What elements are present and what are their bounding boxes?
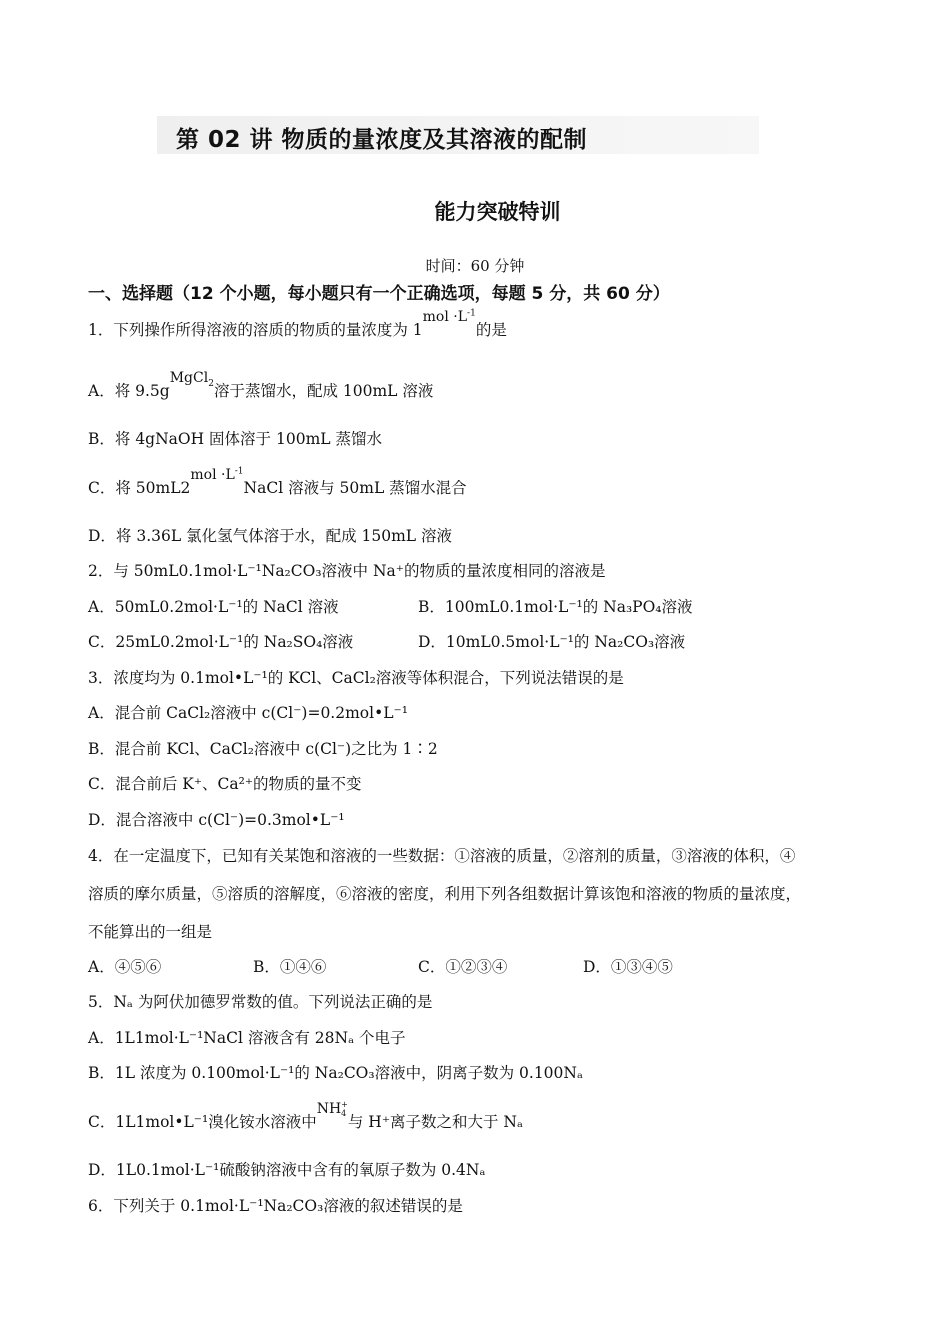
question-2-option-c: C．25mL0.2mol·L⁻¹的 Na₂SO₄溶液 [88,633,354,651]
question-2-option-b: B．100mL0.1mol·L⁻¹的 Na₃PO₄溶液 [418,598,693,616]
q1-c-text: C．将 50mL2 [88,479,191,497]
page-title: 第 02 讲 物质的量浓度及其溶液的配制 [176,127,588,153]
question-4-line-1: 4．在一定温度下，已知有关某饱和溶液的一些数据：①溶液的质量，②溶剂的质量，③溶液的体积，④ [88,847,796,865]
q1-stem-end: 的是 [475,321,507,339]
question-4-option-a: A．④⑤⑥ [88,958,162,976]
q1-stem-text: 1．下列操作所得溶液的溶质的物质的量浓度为 1 [88,321,423,339]
question-1-option-c [88,466,467,498]
q5-c-text-end: 与 H⁺离子数之和大于 Nₐ [347,1113,523,1131]
question-1-stem [88,308,507,340]
q1-c-text-end: NaCl 溶液与 50mL 蒸馏水混合 [243,479,467,497]
question-5-option-a: A．1L1mol·L⁻¹NaCl 溶液含有 28Nₐ 个电子 [88,1029,406,1047]
section-heading: 一、选择题（12 个小题，每小题只有一个正确选项，每题 5 分，共 60 分） [88,284,670,304]
question-4-line-3: 不能算出的一组是 [88,923,213,941]
question-2-option-a: A．50mL0.2mol·L⁻¹的 NaCl 溶液 [88,598,339,616]
q1-c-unit: mol $\cdot L^{-1}$ [190,466,244,483]
question-1-option-d: D．将 3.36L 氯化氢气体溶于水，配成 150mL 溶液 [88,527,453,545]
question-4-option-b: B．①④⑥ [253,958,327,976]
question-3-option-a: A．混合前 CaCl₂溶液中 c(Cl⁻)=0.2mol•L⁻¹ [88,704,408,722]
question-2-option-d: D．10mL0.5mol·L⁻¹的 Na₂CO₃溶液 [418,633,686,651]
question-4-line-2: 溶质的摩尔质量，⑤溶质的溶解度，⑥溶液的密度，利用下列各组数据计算该饱和溶液的物质的量浓度， [88,885,802,903]
time-limit: 时间：60 分钟 [425,257,525,275]
q5-c-formula: NH+ 4 [316,1100,348,1118]
question-5-option-b: B．1L 浓度为 0.100mol·L⁻¹的 Na₂CO₃溶液中，阴离子数为 0.100Nₐ [88,1064,583,1082]
q1-a-text-end: 溶于蒸馏水，配成 100mL 溶液 [213,382,434,400]
question-5-stem: 5．Nₐ 为阿伏加德罗常数的值。下列说法正确的是 [88,993,433,1011]
question-4-option-d: D．①③④⑤ [583,958,673,976]
page-subtitle: 能力突破特训 [434,200,561,224]
question-3-option-b: B．混合前 KCl、CaCl₂溶液中 c(Cl⁻)之比为 1∶2 [88,740,438,758]
q1-unit: mol $\cdot L^{-1}$ [422,308,476,325]
q1-a-formula: MgCl$_2$ [169,370,214,389]
question-3-option-d: D．混合溶液中 c(Cl⁻)=0.3mol•L⁻¹ [88,811,345,829]
question-5-option-c [88,1100,523,1132]
question-6-stem: 6．下列关于 0.1mol·L⁻¹Na₂CO₃溶液的叙述错误的是 [88,1197,463,1215]
question-1-option-a [88,370,434,401]
question-4-option-c: C．①②③④ [418,958,508,976]
question-2-stem: 2．与 50mL0.1mol·L⁻¹Na₂CO₃溶液中 Na⁺的物质的量浓度相同的溶液是 [88,562,606,580]
q1-a-text: A．将 9.5g [88,382,170,400]
question-3-stem: 3．浓度均为 0.1mol•L⁻¹的 KCl、CaCl₂溶液等体积混合，下列说法错误的是 [88,669,624,687]
question-1-option-b: B．将 4gNaOH 固体溶于 100mL 蒸馏水 [88,430,382,448]
question-3-option-c: C．混合前后 K⁺、Ca²⁺的物质的量不变 [88,775,362,793]
q5-c-text: C．1L1mol•L⁻¹溴化铵水溶液中 [88,1113,317,1131]
question-5-option-d: D．1L0.1mol·L⁻¹硫酸钠溶液中含有的氧原子数为 0.4Nₐ [88,1161,486,1179]
